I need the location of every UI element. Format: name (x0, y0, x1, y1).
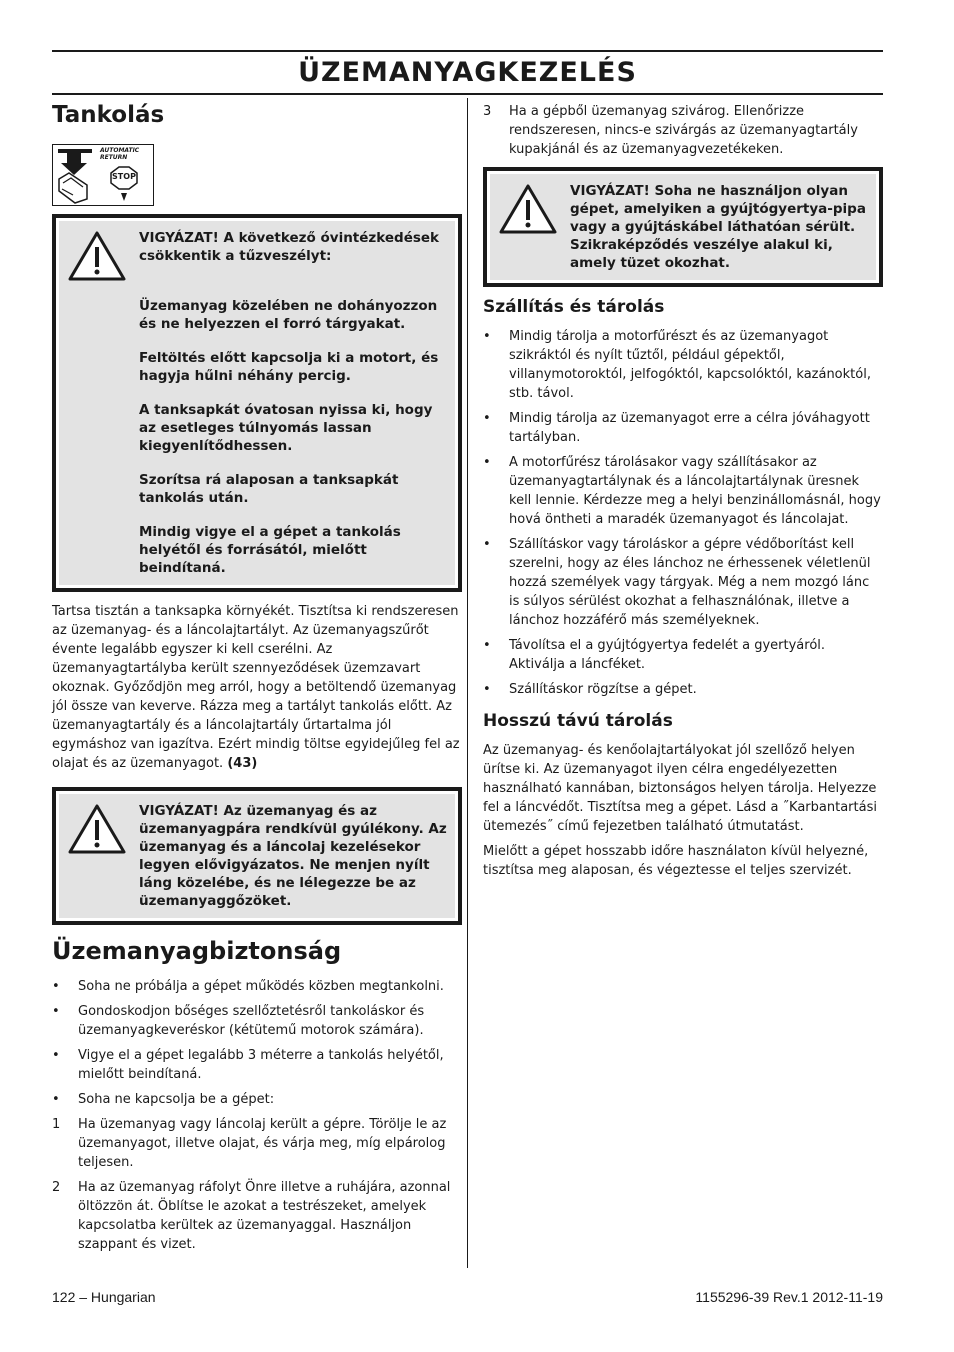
list-marker: 3 (483, 104, 492, 119)
figure-reference: (43) (227, 756, 258, 771)
warning-item: Mindig vigye el a gépet a tankolás helyétől és forrásától, mielőtt beindítaná. (139, 524, 401, 576)
list-item-text: Mindig tárolja az üzemanyagot erre a célra jóváhagyott tartályban. (509, 411, 870, 445)
list-item (483, 453, 883, 529)
section-title-longterm: Hosszú távú tárolás (483, 711, 673, 731)
list-item-text: Vigye el a gépet legalább 3 méterre a tankolás helyétől, mielőtt beindítaná. (78, 1048, 444, 1082)
warning-item: A tanksapkát óvatosan nyissa ki, hogy az esetleges túlnyomás lassan kiegyenlítődhessen. (139, 402, 433, 454)
warning-item: Üzemanyag közelében ne dohányozzon és ne helyezzen el forró tárgyakat. (139, 298, 438, 332)
safety-list (52, 977, 462, 1254)
list-item-text: Ha az üzemanyag ráfolyt Önre illetve a ruhájára, azonnal öltözzön át. Öblítse le azokat a testrészeket, amelyek kapcsolatba kerültek az üzemanyaggal. Használjon szappant és vizet. (78, 1180, 451, 1252)
footer-document-id: 1155296-39 Rev.1 2012-11-19 (695, 1289, 883, 1305)
list-item (52, 1115, 462, 1172)
footer-page-number: 122 – Hungarian (52, 1289, 156, 1305)
list-item-text: Gondoskodjon bőséges szellőztetésről tankoláskor és üzemanyagkeveréskor (kétütemű motorok számára). (78, 1004, 425, 1038)
warning-item: Szorítsa rá alaposan a tanksapkát tankolás után. (139, 472, 399, 506)
list-marker: • (483, 638, 491, 653)
list-item-text: Ha a gépből üzemanyag szivárog. Ellenőrizze rendszeresen, nincs-e szivárgás az üzemanyagtartály kupakjánál és az üzemanyagvezetékeken. (509, 104, 858, 157)
list-item (52, 1090, 462, 1109)
list-item (483, 535, 883, 630)
warning-box-flammable (52, 787, 462, 925)
list-marker: • (483, 329, 491, 344)
list-item (52, 1178, 462, 1254)
longterm-paragraph-1: Az üzemanyag- és kenőolajtartályokat jól szellőző helyen ürítse ki. Az üzemanyagot ilyen célra engedélyezetten használható kannában, biztonságos helyen tárolja. Helyezze fel a láncvédőt. Tisztítsa meg a gépet. Lásd a ˝Karbantartási ütemezés˝ című fejezetben található útmutatást. (483, 743, 877, 834)
warning-triangle-icon (497, 182, 559, 236)
warning-triangle-icon (66, 229, 128, 283)
section-title-transport: Szállítás és tárolás (483, 297, 665, 317)
fuel-paragraph (52, 602, 462, 773)
list-item-text: Szállításkor rögzítse a gépet. (509, 682, 697, 697)
transport-list (483, 327, 883, 699)
fuel-paragraph-text: Tartsa tisztán a tanksapka környékét. Tisztítsa ki rendszeresen az üzemanyag- és a láncolajtartályt. Az üzemanyagszűrőt évente legalább egyszer ki kell cserélni. Az üzemanyagtartályba került szennyeződések üzemzavart okoznak. Győződjön meg arról, hogy a betöltendő üzemanyag jól össze van keverve. Rázza meg a tartályt tankolás előtt. Az üzemanyagtartály és a láncolajtartály űrtartalma jól egymáshoz van igazítva. Ezért mindig töltse egyidejűleg fel az olajat és az üzemanyagot. (52, 604, 460, 771)
list-marker: • (52, 979, 60, 994)
list-item (52, 1046, 462, 1084)
left-column (52, 100, 462, 1260)
list-item-text: A motorfűrész tárolásakor vagy szállításakor az üzemanyagtartálynak és a láncolajtartálynak üresnek kell lennie. Kérdezze meg a helyi benzinállomásnál, hogy hová öntheti a maradék üzemanyagot és láncolajat. (509, 455, 881, 527)
list-marker: • (483, 411, 491, 426)
page-title: ÜZEMANYAGKEZELÉS (298, 57, 637, 88)
section-title-safety: Üzemanyagbiztonság (52, 937, 342, 965)
list-item (483, 636, 883, 674)
list-item-text: Szállításkor vagy tároláskor a gépre védőborítást kell szerelni, hogy az éles lánchoz ne érhessenek véletlenül hozzá személyek vagy tárgyak. Még a nem mozgó lánc is súlyos sérülést okozhat a felhasználónak, illetve a lánchoz hozzáférő más személyeknek. (509, 537, 871, 628)
list-marker: • (52, 1048, 60, 1063)
header-rule-top (52, 50, 883, 52)
header-rule-bottom (52, 93, 883, 95)
warning-text: VIGYÁZAT! Soha ne használjon olyan gépet, amelyiken a gyújtógyertya-pipa vagy a gyújtáskábel láthatóan sérült. Szikraképződés veszélye alakul ki, amely tüzet okozhat. (570, 183, 866, 271)
warning-box-fire (52, 214, 462, 592)
list-marker: 1 (52, 1117, 61, 1132)
list-item-text: Ha üzemanyag vagy láncolaj került a gépre. Törölje le az üzemanyagot, illetve olajat, és várja meg, míg elpárolog teljesen. (78, 1117, 447, 1170)
list-item-text: Soha ne kapcsolja be a gépet: (78, 1092, 275, 1107)
list-marker: • (483, 537, 491, 552)
list-item (483, 327, 883, 403)
list-marker: • (483, 682, 491, 697)
list-marker: 2 (52, 1180, 61, 1195)
list-item (483, 409, 883, 447)
warning-triangle-icon (66, 802, 128, 856)
list-item (483, 680, 883, 699)
list-item (52, 1002, 462, 1040)
list-marker: • (483, 455, 491, 470)
warning-item: Feltöltés előtt kapcsolja ki a motort, és hagyja hűlni néhány percig. (139, 350, 439, 384)
list-marker: • (52, 1004, 60, 1019)
pictogram-label-2: RETURN (100, 154, 128, 161)
warning-text: VIGYÁZAT! Az üzemanyag és az üzemanyagpára rendkívül gyúlékony. Az üzemanyag és a láncolaj kezelésekor legyen elővigyázatos. Ne menjen nyílt láng közelébe, és ne lélegezze be az üzemanyaggőzöket. (139, 803, 447, 909)
list-item (483, 102, 883, 159)
warning-box-spark (483, 167, 883, 287)
list-item (52, 977, 462, 996)
longterm-paragraph-2: Mielőtt a gépet hosszabb időre használaton kívül helyezné, tisztítsa meg alaposan, és végeztesse el teljes szervizét. (483, 844, 869, 878)
list-marker: • (52, 1092, 60, 1107)
safety-list-continued (483, 102, 883, 159)
list-item-text: Távolítsa el a gyújtógyertya fedelét a gyertyáról. Aktiválja a láncféket. (509, 638, 826, 672)
pictogram-stop-label: STOP (112, 172, 136, 181)
fuel-pictogram (52, 144, 154, 206)
column-divider (467, 98, 468, 1268)
warning-heading: VIGYÁZAT! A következő óvintézkedések csökkentik a tűzveszélyt: (139, 230, 440, 264)
pictogram-label-1: AUTOMATIC (100, 147, 140, 154)
section-title-tankolas: Tankolás (52, 102, 165, 128)
right-column (483, 102, 883, 880)
chainsaw-icon (59, 173, 87, 203)
list-item-text: Soha ne próbálja a gépet működés közben megtankolni. (78, 979, 444, 994)
list-item-text: Mindig tárolja a motorfűrészt és az üzemanyagot szikráktól és nyílt tűztől, például gépektől, villanymotoroktól, jelfogóktól, kapcsolóktól, kazánoktól, stb. távol. (509, 329, 871, 401)
